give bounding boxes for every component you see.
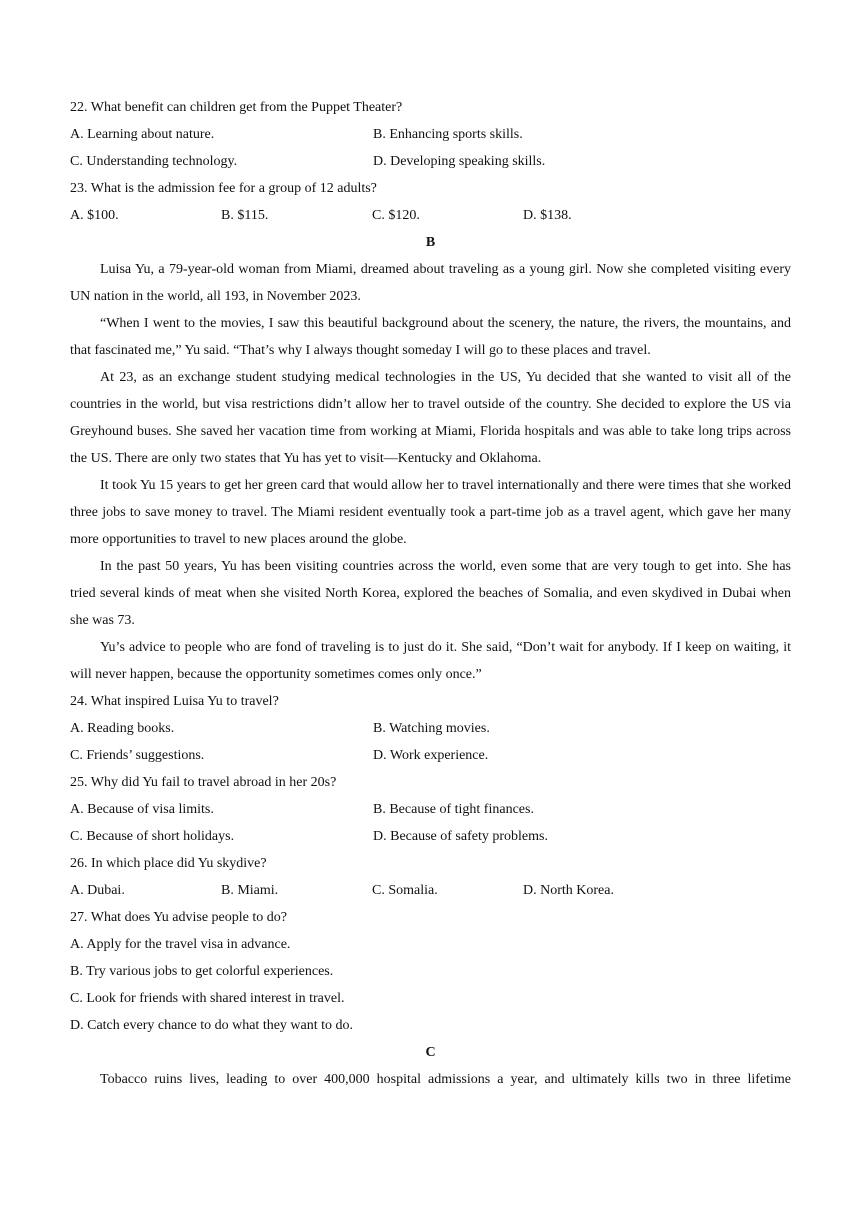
question-23-options [70,202,791,229]
passage-b-paragraph-1: Luisa Yu, a 79-year-old woman from Miami, dreamed about traveling as a young girl. Now she completed visiting every UN nation in the world, all 193, in November 2023. [70,262,791,304]
option-24-a: A. Reading books. [70,721,175,736]
option-23-d: D. $138. [523,208,572,223]
passage-b-paragraph-6: Yu’s advice to people who are fond of traveling is to just do it. She said, “Don’t wait for anybody. If I keep on waiting, it will never happen, because the opportunity sometimes comes only once.” [70,640,791,682]
question-22-options-row-1 [70,121,791,148]
question-25-options-row-2 [70,823,791,850]
passage-b-paragraph-3: At 23, as an exchange student studying medical technologies in the US, Yu decided that she wanted to visit all of the countries in the world, but visa restrictions didn’t allow her to travel outside of the country. She decided to explore the US via Greyhound buses. She saved her vacation time from working at Miami, Florida hospitals and was able to take long trips across the US. There are only two states that Yu has yet to visit—Kentucky and Oklahoma. [70,370,791,466]
passage-b-paragraph-4: It took Yu 15 years to get her green card that would allow her to travel internationally and there were times that she worked three jobs to save money to travel. The Miami resident eventually took a part-time job as a travel agent, which gave her many more opportunities to travel to new places around the globe. [70,478,791,547]
option-25-a: A. Because of visa limits. [70,802,214,817]
section-b-heading: B [425,235,436,250]
question-24-options-row-1 [70,715,791,742]
option-23-b: B. $115. [221,208,269,223]
option-22-c: C. Understanding technology. [70,154,238,169]
option-23-a: A. $100. [70,208,119,223]
option-25-d: D. Because of safety problems. [373,829,548,844]
option-25-b: B. Because of tight finances. [373,802,534,817]
option-22-b: B. Enhancing sports skills. [373,127,523,142]
option-24-d: D. Work experience. [373,748,489,763]
question-22-options-row-2 [70,148,791,175]
question-27-stem: 27. What does Yu advise people to do? [70,910,287,925]
option-27-d: D. Catch every chance to do what they want to do. [70,1018,354,1033]
option-26-a: A. Dubai. [70,883,125,898]
question-25-stem: 25. Why did Yu fail to travel abroad in her 20s? [70,775,337,790]
option-23-c: C. $120. [372,208,420,223]
question-25-options-row-1 [70,796,791,823]
question-22-stem: 22. What benefit can children get from the Puppet Theater? [70,100,403,115]
document-page [70,94,791,1093]
option-26-d: D. North Korea. [523,883,614,898]
option-25-c: C. Because of short holidays. [70,829,235,844]
question-24-stem: 24. What inspired Luisa Yu to travel? [70,694,279,709]
option-26-b: B. Miami. [221,883,279,898]
option-22-d: D. Developing speaking skills. [373,154,546,169]
option-27-a: A. Apply for the travel visa in advance. [70,937,291,952]
option-27-c: C. Look for friends with shared interest in travel. [70,991,345,1006]
passage-b-paragraph-5: In the past 50 years, Yu has been visiting countries across the world, even some that are very tough to get into. She has tried several kinds of meat when she visited North Korea, explored the beaches of Somalia, and even skydived in Dubai when she was 73. [70,559,791,628]
question-24-options-row-2 [70,742,791,769]
option-27-b: B. Try various jobs to get colorful experiences. [70,964,334,979]
question-23-stem: 23. What is the admission fee for a group of 12 adults? [70,181,377,196]
option-24-b: B. Watching movies. [373,721,490,736]
option-24-c: C. Friends’ suggestions. [70,748,205,763]
option-26-c: C. Somalia. [372,883,438,898]
passage-c-paragraph-1: Tobacco ruins lives, leading to over 400,000 hospital admissions a year, and ultimately kills two in three lifetime [100,1072,791,1087]
passage-b-paragraph-2: “When I went to the movies, I saw this beautiful background about the scenery, the nature, the rivers, the mountains, and that fascinated me,” Yu said. “That’s why I always thought someday I will go to these places and travel. [70,316,791,358]
question-26-stem: 26. In which place did Yu skydive? [70,856,267,871]
section-c-heading: C [425,1045,436,1060]
question-26-options [70,877,791,904]
option-22-a: A. Learning about nature. [70,127,215,142]
